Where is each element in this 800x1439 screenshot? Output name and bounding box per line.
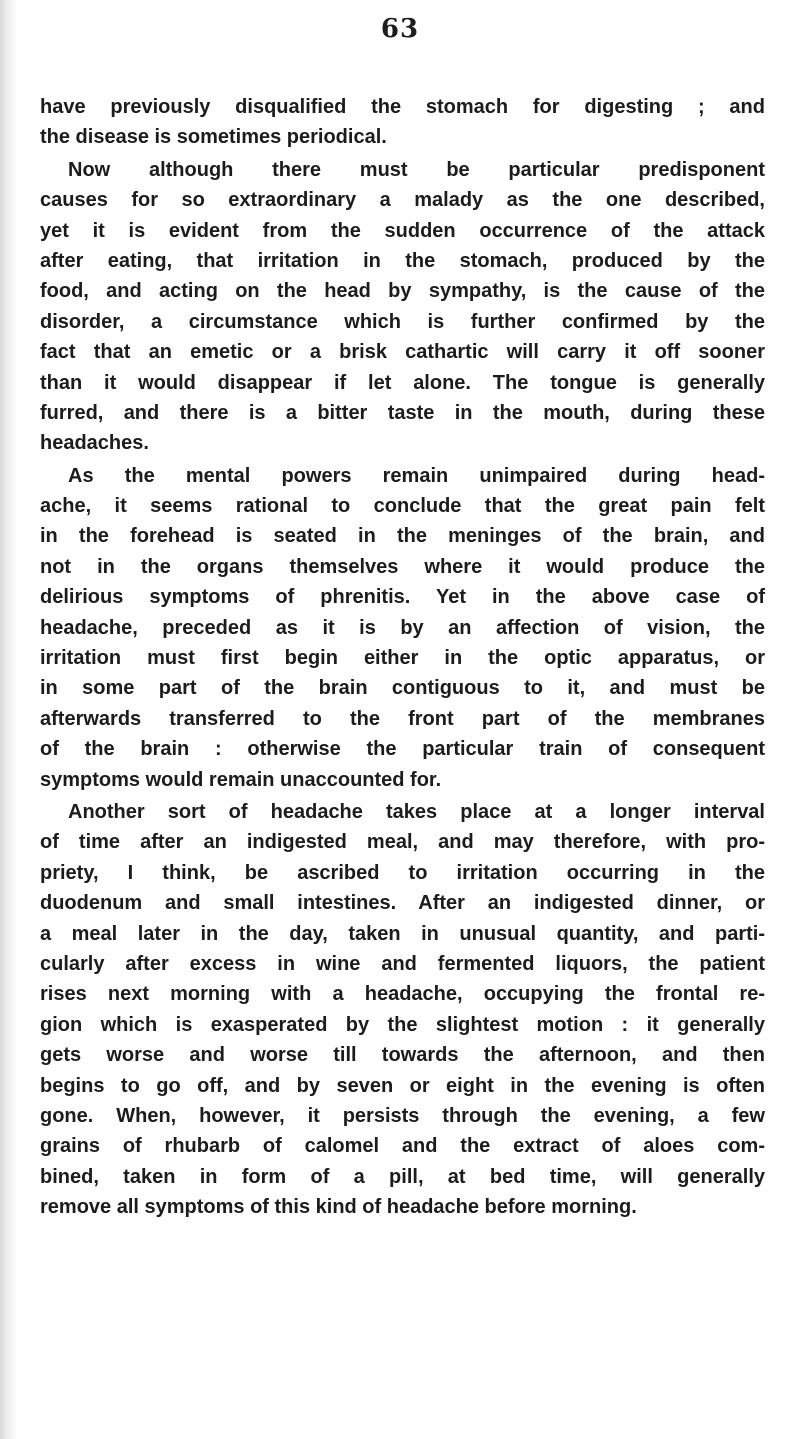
text-line: a meal later in the day, taken in unusual quantity, and parti- xyxy=(40,922,765,945)
text-line: afterwards transferred to the front part of the membranes xyxy=(40,707,765,730)
text-line: cularly after excess in wine and fermented liquors, the patient xyxy=(40,952,765,975)
body-text xyxy=(40,92,765,1222)
text-line: after eating, that irritation in the stomach, produced by the xyxy=(40,249,765,272)
text-line: disorder, a circumstance which is further confirmed by the xyxy=(40,310,765,333)
text-line: not in the organs themselves where it would produce the xyxy=(40,555,765,578)
text-line: rises next morning with a headache, occupying the frontal re- xyxy=(40,983,765,1006)
text-line: gets worse and worse till towards the afternoon, and then xyxy=(40,1044,765,1067)
text-line: of time after an indigested meal, and may therefore, with pro- xyxy=(40,831,765,854)
paragraph xyxy=(40,92,765,153)
text-line: in some part of the brain contiguous to it, and must be xyxy=(40,677,765,700)
binding-shadow xyxy=(0,0,18,1439)
paragraph xyxy=(40,461,765,795)
text-line: grains of rhubarb of calomel and the extract of aloes com- xyxy=(40,1135,765,1158)
text-line: in the forehead is seated in the meninges of the brain, and xyxy=(40,525,765,548)
text-line: food, and acting on the head by sympathy, is the cause of the xyxy=(40,280,765,303)
text-line: As the mental powers remain unimpaired during head- xyxy=(68,464,765,487)
text-line: headache, preceded as it is by an affection of vision, the xyxy=(40,616,765,639)
page-number: 63 xyxy=(380,14,420,44)
paragraph xyxy=(40,155,765,459)
text-line: begins to go off, and by seven or eight in the evening is often xyxy=(40,1074,765,1097)
text-line: yet it is evident from the sudden occurrence of the attack xyxy=(40,219,765,242)
text-line: priety, I think, be ascribed to irritation occurring in the xyxy=(40,861,765,884)
text-line: ache, it seems rational to conclude that the great pain felt xyxy=(40,495,765,518)
paragraph xyxy=(40,797,765,1222)
text-line: symptoms would remain unaccounted for. xyxy=(40,768,442,791)
text-line: causes for so extraordinary a malady as the one described, xyxy=(40,189,765,212)
text-line: of the brain : otherwise the particular train of consequent xyxy=(40,738,765,761)
text-line: irritation must first begin either in the optic apparatus, or xyxy=(40,647,765,670)
text-line: remove all symptoms of this kind of headache before morning. xyxy=(40,1196,637,1219)
text-line: duodenum and small intestines. After an indigested dinner, or xyxy=(40,892,765,915)
text-line: Now although there must be particular predisponent xyxy=(68,158,765,181)
text-line: delirious symptoms of phrenitis. Yet in the above case of xyxy=(40,586,765,609)
text-line: Another sort of headache takes place at a longer interval xyxy=(68,800,765,823)
text-line: than it would disappear if let alone. The tongue is generally xyxy=(40,371,765,394)
text-line: fact that an emetic or a brisk cathartic will carry it off sooner xyxy=(40,341,765,364)
text-line: bined, taken in form of a pill, at bed time, will generally xyxy=(40,1165,765,1188)
text-line: have previously disqualified the stomach for digesting ; and xyxy=(40,96,765,118)
text-line: furred, and there is a bitter taste in the mouth, during these xyxy=(40,401,765,424)
text-line: gion which is exasperated by the slightest motion : it generally xyxy=(40,1013,765,1036)
text-line: gone. When, however, it persists through the evening, a few xyxy=(40,1104,765,1127)
text-line: headaches. xyxy=(40,432,149,455)
text-line: the disease is sometimes periodical. xyxy=(40,126,387,149)
